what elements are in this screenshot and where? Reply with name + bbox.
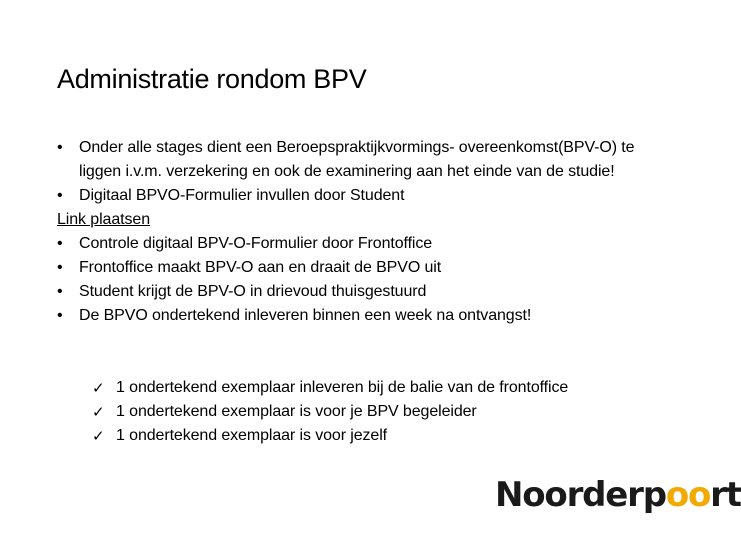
checkmark-icon: ✓ (92, 379, 105, 397)
bullet-text: De BPVO ondertekend inleveren binnen een week na ontvangst! (79, 307, 532, 324)
bullet-text: Student krijgt de BPV-O in drievoud thuisgestuurd (79, 283, 427, 300)
bullet-text: Onder alle stages dient een Beroepspraktijkvormings- overeenkomst(BPV-O) te liggen i.v.m. verzekering en ook de examinering aan het einde van de studie! (79, 139, 635, 180)
checkmark-icon: ✓ (92, 403, 105, 421)
bullet-icon: • (57, 187, 63, 204)
noorderpoort-logo (495, 471, 741, 519)
bullet-icon: • (57, 259, 63, 276)
logo-text-end: rt (710, 475, 741, 515)
check-text: 1 ondertekend exemplaar is voor je BPV begeleider (116, 403, 477, 420)
list-item (57, 184, 677, 208)
logo-text-start: Noorderp (495, 475, 666, 515)
list-item (57, 304, 677, 328)
check-text: 1 ondertekend exemplaar is voor jezelf (116, 427, 388, 444)
link-line (57, 208, 677, 232)
bullet-list (57, 136, 677, 328)
bullet-icon: • (57, 307, 63, 324)
list-item (57, 280, 677, 304)
bullet-text: Controle digitaal BPV-O-Formulier door Frontoffice (79, 235, 433, 252)
list-item (57, 256, 677, 280)
list-item (57, 136, 677, 184)
bullet-icon: • (57, 139, 63, 156)
bullet-text: Digitaal BPVO-Formulier invullen door Student (79, 187, 405, 204)
checkmark-icon: ✓ (92, 427, 105, 445)
check-text: 1 ondertekend exemplaar inleveren bij de balie van de frontoffice (116, 379, 569, 396)
slide-title: Administratie rondom BPV (57, 64, 367, 94)
check-item (92, 400, 692, 424)
logo-accent-letters: oo (665, 475, 711, 515)
link-plaatsen[interactable]: Link plaatsen (57, 211, 150, 228)
bullet-icon: • (57, 235, 63, 252)
bullet-text: Frontoffice maakt BPV-O aan en draait de BPVO uit (79, 259, 442, 276)
check-item (92, 376, 692, 400)
check-list (92, 376, 692, 448)
bullet-icon: • (57, 283, 63, 300)
check-item (92, 424, 692, 448)
list-item (57, 232, 677, 256)
